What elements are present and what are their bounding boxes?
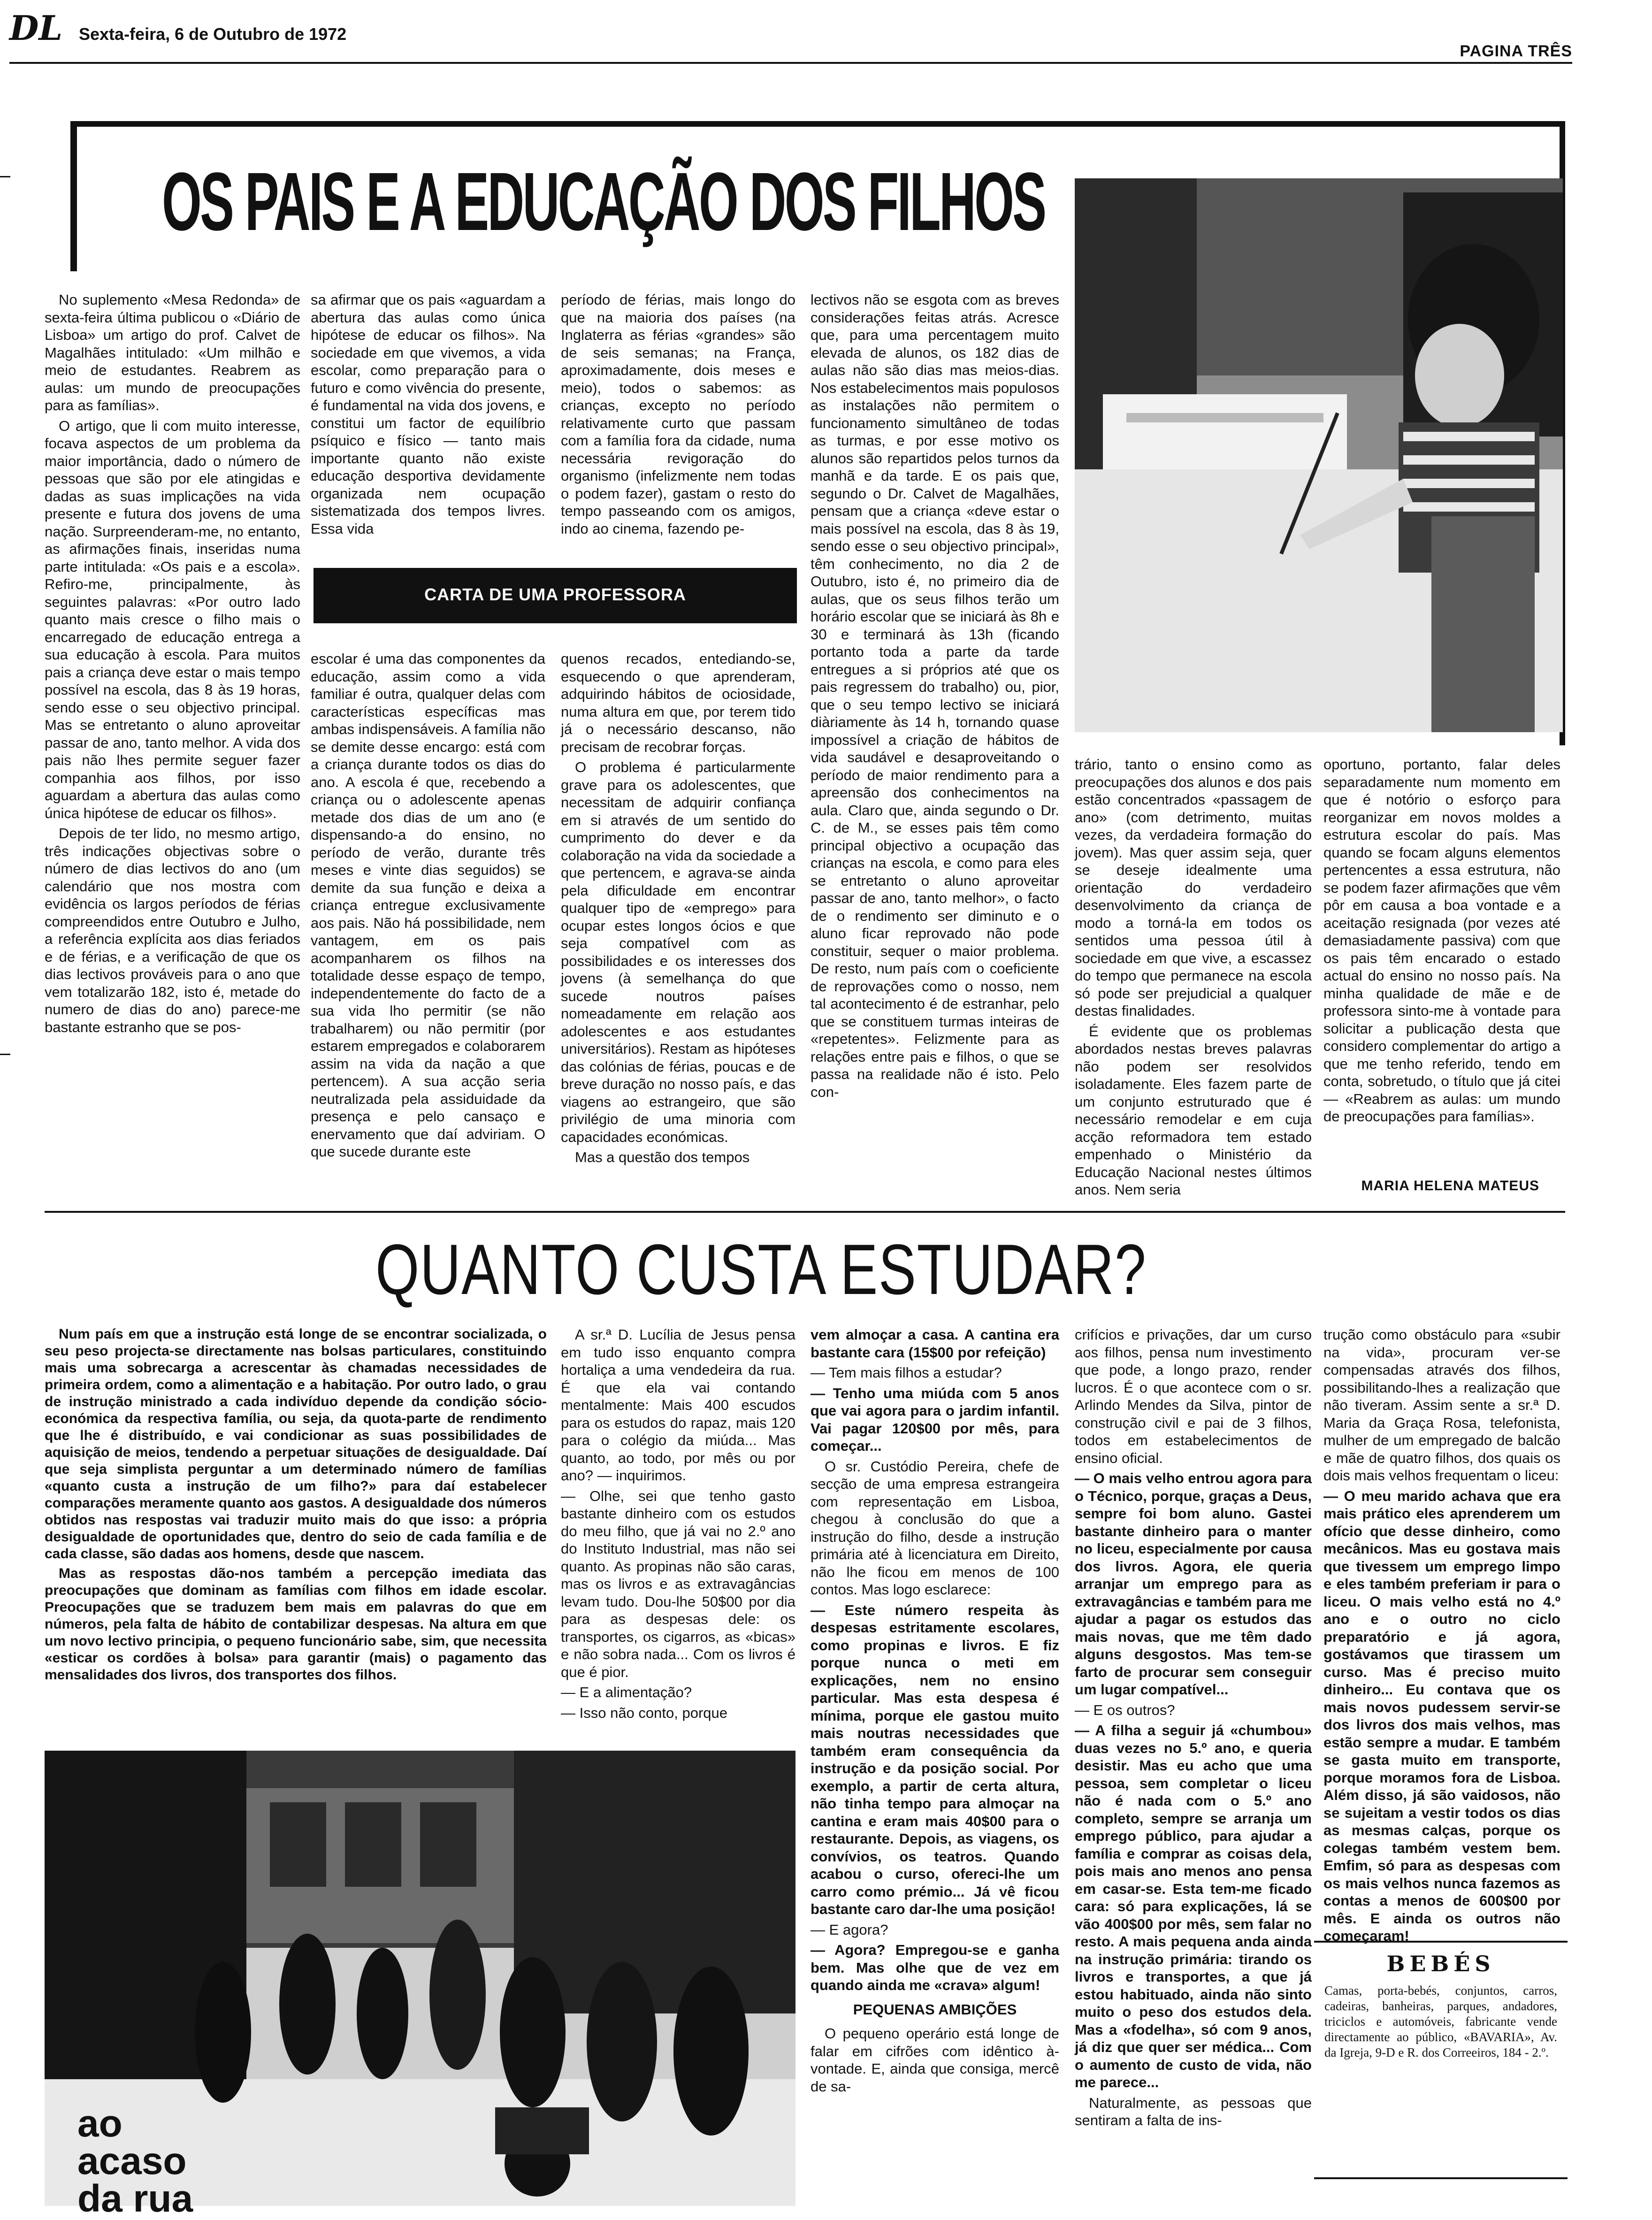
photo-caption: ao acaso da rua <box>77 2102 193 2220</box>
article2-col3-para: — Olhe, sei que tenho gasto bastante dinheiro com os estudos do meu filho, que já vai no 2.º ano do Instituto Industrial, mas não sei quanto. As propinas não são caras, mas os livros e as extravagâncias levam tudo. Dou-lhe 50$00 por dia para as despesas dele: os transportes, os cigarros, as «bicas» e não sobra nada... Com os livros é que é pior. <box>561 1487 795 1680</box>
article1-frame-top <box>70 121 1565 127</box>
article2-col4-para: — Este número respeita às despesas estritamente escolares, como propinas e livros. E fiz porque nunca o meti em explicações, nem no ensino particular. Mas esta despesa é mínima, porque ele gastou muito mais noutras necessidades que também eram consequência da instrução e da posição social. Por exemplo, a partir de certa altura, não tinha tempo para almoçar na cantina e eram mais 40$00 para o restaurante. Depois, as viagens, os convívios, os teatros. Quando acabou o curso, ofereci-lhe um carro como prémio... Já vê ficou bastante caro dar-lhe uma posição! <box>811 1601 1059 1917</box>
article1-col1 <box>45 291 300 1194</box>
masthead-logo: DL <box>9 8 63 48</box>
article2-col3 <box>561 1326 795 1739</box>
article-separator <box>45 1211 1565 1213</box>
article1-col5-para: trário, tanto o ensino como as preocupações dos alunos e dos pais estão concentrados «passagem de ano» (com detrimento, muitas vezes, da verdadeira formação do jovem). Mas quer assim seja, quer se deseje idealmente uma orientação do verdadeiro desenvolvimento da criança de modo a torná-la em todos os sentidos uma pessoa útil à sociedade em que vive, a escassez do tempo que permanece na escola só pode ser prejudicial a qualquer destas finalidades. <box>1075 756 1312 1019</box>
article2-col3-para: — E a alimentação? <box>561 1684 692 1700</box>
article2-col5-para: — E os outros? <box>1075 1701 1175 1718</box>
article2-col4-para: vem almoçar a casa. A cantina era bastante cara (15$00 por refeição) <box>811 1326 1059 1361</box>
article1-col3b <box>561 650 795 1199</box>
header-date: Sexta-feira, 6 de Outubro de 1972 <box>79 24 347 44</box>
article1-col2a-para: sa afirmar que os pais «aguardam a abertura das aulas como única hipótese de educar os filhos». Na sociedade em que vivemos, a vida escolar, como preparação para o futuro e como vivência do presente, é fundamental na vida dos jovens, e constitui um factor de equilíbrio psíquico e físico — tanto mais importante quanto não existe educação desportiva devidamente organizada nem ocupação sistematizada dos tempos livres. Essa vida <box>311 291 545 537</box>
article1-signature: MARIA HELENA MATEUS <box>1361 1178 1539 1194</box>
article1-col3b-para: Mas a questão dos tempos <box>575 1149 750 1165</box>
article1-col6-para: oportuno, portanto, falar deles separadamente num momento em que é notório o esforço para reorganizar em novos moldes a estrutura escolar do país. Mas quando se focam alguns elementos pertencentes a essa estrutura, não se podem fazer afirmações que vêm pôr em causa a boa vontade e a aceitação resignada (por vezes até demasiadamente passiva) com que os pais têm encarado o estado actual do ensino no nosso país. Na minha qualidade de mãe e de professora sinto-me à vontade para solicitar a publicação desta que considero complementar do artigo a que me tenho referido, tendo em conta, sobretudo, o título que já citei — «Reabrem as aulas: um mundo de preocupações para famílias». <box>1323 756 1560 1125</box>
article2-col4-para: — E agora? <box>811 1921 888 1938</box>
article1-col4-para: lectivos não se esgota com as breves considerações feitas atrás. Acresce que, para uma percentagem muito elevada de alunos, os 182 dias de aulas não são dias mas meios-dias. Nos estabelecimentos mais populosos as instalações não permitem o funcionamento simultâneo de todas as turmas, e por esse motivo os alunos são repartidos pelos turnos da manhã e da tarde. E os pais que, segundo o Dr. Calvet de Magalhães, pensam que a criança «deve estar o mais possível na escola, das 8 às 19, sendo esse o seu objectivo principal», têm conhecimento, no dia 2 de Outubro, isto é, no primeiro dia de aulas, que os seus filhos terão um horário escolar que se iniciará às 8h e 30 e terminará às 13h (ficando portanto toda a parte da tarde entregues a si próprios até que os pais regressem do trabalho) ou, pior, que o seu tempo lectivo se iniciará diàriamente às 14 h, tornando quase impossível a criação de hábitos de vida saudável e desaproveitando o período de maior rendimento para a apreensão dos conhecimentos na aula. Claro que, ainda segundo o Dr. C. de M., se esses pais têm como principal objectivo a ocupação das crianças na escola, e como para eles se entretanto o aluno aproveitar passar de ano, tanto melhor», o facto de o rendimento ser diminuto e o aluno ficar reprovado não pode constituir, sequer o maior problema. De resto, num país com o coeficiente de reprovações como o nosso, nem tal acontecimento é de estranhar, pelo que se constituem turmas inteiras de «repetentes». Felizmente para as relações entre pais e filhos, o que se passa na realidade não é isto. Pelo con- <box>811 291 1059 1100</box>
ad-body: Camas, porta-bebés, conjuntos, carros, cadeiras, banheiras, parques, andadores, triciclos e automóveis, fabricante vende directamente ao público, «BAVARIA», Av. da Igreja, 9-D e R. dos Correeiros, 184 - 2.º. <box>1324 1983 1557 2059</box>
article1-headline: OS PAIS E A EDUCAÇÃO DOS FILHOS <box>162 156 1045 248</box>
ad-title: BEBÉS <box>1386 1951 1495 1976</box>
article1-col2a <box>311 291 545 577</box>
article2-col4-para: — Agora? Empregou-se e ganha bem. Mas olhe que de vez em quando ainda me «crava» algum! <box>811 1942 1059 1993</box>
article1-col3b-para: O problema é particularmente grave para os adolescentes, que necessitam de adquirir confiança em si através de um sentido do cumprimento do dever e da colaboração na vida da sociedade a que pertencem, e agrava-se ainda pela dificuldade em encontrar qualquer tipo de «emprego» para ocupar estes longos ócios e que seja compatível com as possibilidades e os interesses dos jovens (à semelhança do que sucede noutros países nomeadamente em relação aos adolescentes e aos estudantes universitários). Restam as hipóteses das colónias de férias, poucas e de breve duração no nosso país, e das viagens ao estrangeiro, que são privilégio de uma minoria com capacidades económicas. <box>561 759 795 1145</box>
article2-col4-para: O pequeno operário está longe de falar em cifrões com idêntico à-vontade. E, ainda que consiga, mercê de sa- <box>811 2025 1059 2095</box>
article2-col5-para: — A filha a seguir já «chumbou» duas vezes no 5.º ano, e queria desistir. Mas eu acho que uma pessoa, sem completar o liceu não é nada com o 5.º ano completo, sempre se arranja um emprego público, para ajudar a família e comprar as coisas dela, pois mais ano menos ano pensa em casar-se. Esta tem-me ficado cara: só para explicações, lá se vão 400$00 por mês, sem falar no resto. A mais pequena anda ainda na instrução primária: tirando os livros e transportes, a que já estou habituado, ainda não sinto muito o peso dos estudos dela. Mas a «fodelha», só com 9 anos, já diz que quer ser médica... Com o aumento de custo de vida, não me parece... <box>1075 1722 1312 2090</box>
article1-col1-para: O artigo, que li com muito interesse, focava aspectos de um problema da maior importância, dado o número de pessoas que são por ele atingidas e dadas as suas implicações na vida presente e futura dos jovens de uma nação. Surpreenderam-me, no entanto, as afirmações finais, inseridas numa parte intitulada: «Os pais e a escola». Refiro-me, principalmente, às seguintes palavras: «Por outro lado quanto mais cresce o filho mais o encarregado de educação entrega a sua educação à escola. Para muitos pais a criança deve estar o mais tempo possível na escola, das 8 às 19 horas, sendo esse o seu objectivo principal. Mas se entretanto o aluno aproveitar passar de ano, tanto melhor. A vida dos pais não lhes permite seguer fazer companhia aos filhos, por isso aguardam a abertura das aulas como única hipótese de educar os filhos». <box>45 417 300 821</box>
article2-col5 <box>1075 1326 1312 2206</box>
header-rule <box>9 62 1572 64</box>
margin-mark <box>0 176 10 177</box>
article1-col3a-para: período de férias, mais longo do que na maioria dos países (na Inglaterra as férias «grandes» são de seis semanas; na França, aproximadamente, dois meses e meio), todos o sabemos: as crianças, excepto no período relativamente curto que passam com a família fora da cidade, numa necessária revigoração do organismo (infelizmente nem todas o podem fazer), gastam o resto do tempo passeando com os amigos, indo ao cinema, fazendo pe- <box>561 291 795 537</box>
article1-col6 <box>1323 756 1560 1178</box>
article1-col5 <box>1075 756 1312 1199</box>
article1-col5-para: É evidente que os problemas abordados nestas breves palavras não podem ser resolvidos isoladamente. Eles fazem parte de um conjunto estruturado que é necessário remodelar e em cuja acção reformadora tem estado empenhado o Ministério da Educação Nacional nestes últimos anos. Nem seria <box>1075 1023 1312 1198</box>
child-drawing-illustration <box>1075 178 1563 732</box>
article1-frame-left <box>70 121 77 271</box>
article2-col6-para: — O meu marido achava que era mais prático eles aprenderem um ofício que desse dinheiro, como mecânicos. Mas eu gostava mais que tivessem um emprego limpo e eles também preferiam ir para o liceu. O mais velho está no 4.º ano e o outro no ciclo preparatório e já agora, gostávamos que tirassem um curso. Mas é preciso muito dinheiro... Eu contava que os mais novos pudessem servir-se dos livros dos mais velhos, mas estão sempre a mudar. E também se gasta muito em transporte, porque moramos fora de Lisboa. Além disso, já são vaidosos, não se sujeitam a vestir todos os dias as mesmas calças, porque os colegas também vestem bem. Emfim, só para as despesas com os mais velhos nunca fazemos as contas a menos de 600$00 por mês. E ainda os outros não começaram! <box>1323 1487 1560 1944</box>
article2-intro-para: Mas as respostas dão-nos também a percepção imediata das preocupações que dominam as famílias com filhos em idade escolar. Preocupações que se traduzem bem mais em palavras do que em números, pela falta de hábito de contabilizar despesas. Na altura em que um novo lectivo principia, o pequeno funcionário sabe, sim, que necessita «esticar os cordões à bolsa» para garantir (mais) o pagamento das mensalidades dos livros, dos transportes dos filhos. <box>45 1566 547 1683</box>
article1-col1-para: Depois de ter lido, no mesmo artigo, três indicações objectivas sobre o número de dias lectivos do ano (um calendário que nos mostra com evidência os largos períodos de férias compreendidos entre Outubro e Julho, a referência explícita aos dias feriados e de férias, e a verificação de que os dias lectivos prováveis para o ano que vem totalizarão 182, isto é, metade do numero de dias do ano) parece-me bastante estranho que se pos- <box>45 825 300 1035</box>
article1-col2b <box>311 650 545 1199</box>
header-page-label: PAGINA TRÊS <box>1460 42 1572 60</box>
article2-col5-para: Naturalmente, as pessoas que sentiram a falta de ins- <box>1075 2094 1312 2128</box>
article2-headline: QUANTO CUSTA ESTUDAR? <box>375 1230 1147 1309</box>
article1-col4 <box>811 291 1059 1199</box>
child-drawing-photo <box>1075 178 1563 732</box>
article2-intro-para: Num país em que a instrução está longe de se encontrar socializada, o seu peso projecta-se directamente nas bolsas particulares, constituindo mais uma sobrecarga a acrescentar às chamadas necessidades de primeira ordem, como a alimentação e a habitação. Por outro lado, o grau de instrução ministrado a cada indivíduo depende da condição sócio-económica da respectiva família, ou seja, da quota-parte de rendimento que lhe é distribuído, e vai condicionar as suas possibilidades de aquisição de meios, tendendo a perpetuar situações de desigualdade. Daí que seja simplista perguntar a um determinado número de famílias «quanto custa a instrução de um filho?» para daí estabelecer comparações meramente quanto aos gastos. A desigualdade dos números obtidos nas respostas vai traduzir muito mais do que isso: a própria desigualdade de oportunidades que, dentro do seio de cada família e de cada classe, são dadas aos homens, desde que nascem. <box>45 1326 547 1562</box>
article2-col6-para: trução como obstáculo para «subir na vida», procuram ver-se compensadas através dos filhos, possibilitando-lhes a realização que não tiveram. Assim sente a sr.ª D. Maria da Graça Rosa, telefonista, mulher de um empregado de balcão e mãe de quatro filhos, dos quais os dois mais velhos frequentam o liceu: <box>1323 1326 1560 1484</box>
ad-box <box>1314 1941 1568 2179</box>
article2-intro <box>45 1326 547 1739</box>
margin-mark <box>0 1054 10 1055</box>
article2-col4-subhead: PEQUENAS AMBIÇÕES <box>853 2001 1017 2018</box>
article1-subhead: CARTA DE UMA PROFESSORA <box>424 585 686 604</box>
article2-col4-para: O sr. Custódio Pereira, chefe de secção de uma empresa estrangeira com representação em Lisboa, chegou à conclusão do que a instrução do filho, desde a instrução primária até à licenciatura em Direito, não lhe ficou em menos de 100 contos. Mas logo esclarece: <box>811 1458 1059 1598</box>
article2-col4-para: — Tenho uma miúda com 5 anos que vai agora para o jardim infantil. Vai pagar 120$00 por mês, para começar... <box>811 1385 1059 1454</box>
article1-col2b-para: escolar é uma das componentes da educação, assim como a vida familiar é outra, qualquer delas com características específicas mas ambas indispensáveis. A família não se demite desse encargo: está com a criança durante todos os dias do ano. A escola é que, recebendo a criança ou o adolescente apenas metade dos dias de um ano (e dispensando-a do ensino, no período de verão, durante três meses e vinte dias seguidos) se demite da sua função e deixa a criança entregue exclusivamente aos pais. Não há possibilidade, nem vantagem, em os pais acompanharem os filhos na totalidade desse espaço de tempo, independentemente do facto de a sua vida lho permitir (se não trabalharem) ou não permitir (por estarem empregados e colaborarem assim na vida da nação a que pertencem). A sua acção seria neutralizada pela assiduidade da presença e pelo cansaço e enervamento que daí adviriam. O que sucede durante este <box>311 651 545 1160</box>
article2-col4-para: — Tem mais filhos a estudar? <box>811 1364 1002 1381</box>
article2-col3-para: A sr.ª D. Lucília de Jesus pensa em tudo isso enquanto compra hortaliça a uma vendedeira da rua. É que ela vai contando mentalmente: Mais 400 escudos para os estudos do rapaz, mais 120 para o colégio da miúda... Mas quanto, ao todo, por mês ou por ano? — inquirimos. <box>561 1326 795 1484</box>
article1-col3b-para: quenos recados, entediando-se, esquecendo o que aprenderam, adquirindo hábitos de ociosidade, numa altura em que, por terem tido já o necessário descanso, não precisam de recobrar forças. <box>561 651 795 755</box>
article2-col5-para: crifícios e privações, dar um curso aos filhos, pensa num investimento que pode, a longo prazo, render lucros. É o que acontece com o sr. Arlindo Mendes da Silva, pintor de construção civil e pai de 3 filhos, todos em estabelecimentos de ensino oficial. <box>1075 1326 1312 1466</box>
article2-col5-para: — O mais velho entrou agora para o Técnico, porque, graças a Deus, sempre foi bom aluno. Gastei bastante dinheiro para o manter no liceu, especialmente por causa dos livros. Agora, ele queria arranjar um emprego para as extravagâncias e também para me ajudar a pagar os estudos das mais novas, que me têm dado alguns desgostos. Mas tem-se farto de procurar sem conseguir um lugar compatível... <box>1075 1470 1312 1698</box>
article2-col4 <box>811 1326 1059 2206</box>
article2-col3-para: — Isso não conto, porque <box>561 1704 728 1721</box>
article1-col3a <box>561 291 795 577</box>
article1-col1-para: No suplemento «Mesa Redonda» de sexta-feira última publicou o «Diário de Lisboa» um artigo do prof. Calvet de Magalhães intitulado: «Um milhão e meio de estudantes. Reabrem as aulas: um mundo de preocupações para as famílias». <box>45 291 300 413</box>
article2-col6 <box>1323 1326 1560 1944</box>
